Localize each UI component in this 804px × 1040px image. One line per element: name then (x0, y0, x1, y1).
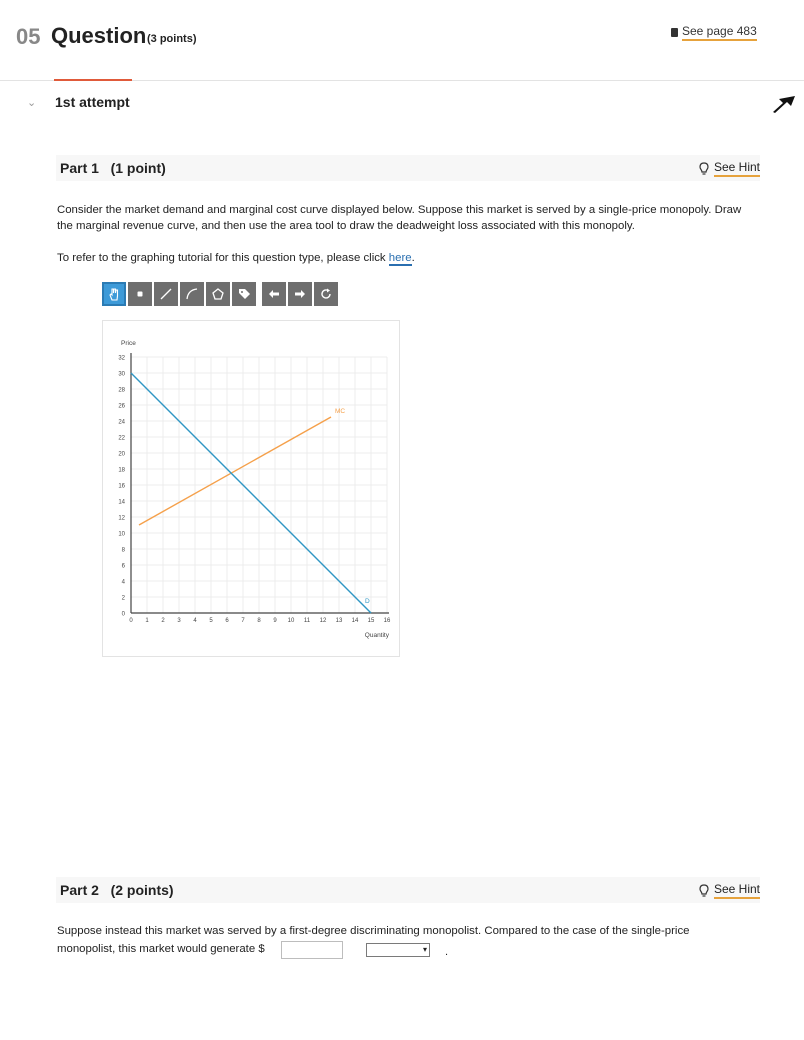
y-tick-label: 12 (118, 515, 125, 522)
y-tick-label: 14 (118, 499, 125, 506)
question-points: (3 points) (147, 33, 197, 45)
sentence-period: . (445, 946, 449, 958)
hand-tool-icon (107, 287, 121, 301)
part2-title: Part 2 (2 points) (60, 882, 174, 898)
part1-bar (56, 155, 760, 181)
attempt-label[interactable]: 1st attempt (55, 94, 130, 110)
y-tick-label: 4 (121, 579, 125, 586)
point-tool-icon (133, 287, 147, 301)
line-tool-button[interactable] (154, 282, 178, 306)
y-tick-label: 20 (118, 451, 125, 458)
x-tick-label: 1 (145, 618, 149, 624)
lightbulb-icon (699, 884, 709, 897)
y-tick-label: 10 (118, 531, 125, 538)
label-tool-icon (237, 287, 251, 301)
x-tick-label: 4 (193, 618, 197, 624)
part2-text-line1: Suppose instead this market was served by a first-degree discriminating monopolist. Compared to the case of the single-price (57, 925, 690, 937)
redo-button[interactable] (288, 282, 312, 306)
x-tick-label: 0 (129, 618, 133, 624)
y-tick-label: 6 (121, 563, 125, 570)
undo-icon (267, 287, 281, 301)
polygon-tool-icon (211, 287, 225, 301)
point-tool-button[interactable] (128, 282, 152, 306)
x-tick-label: 11 (303, 618, 311, 624)
chevron-down-icon: ▾ (422, 945, 427, 954)
question-label: Question (51, 23, 147, 48)
y-tick-label: 32 (118, 355, 125, 362)
x-tick-label: 9 (273, 618, 277, 624)
hand-tool-button[interactable] (102, 282, 126, 306)
y-tick-label: 26 (118, 403, 125, 410)
y-tick-label: 2 (121, 595, 125, 602)
part2-text-line2: monopolist, this market would generate $ (57, 943, 265, 955)
y-axis-label: Price (121, 340, 136, 347)
x-tick-label: 15 (367, 618, 375, 624)
series-label-mc: MC (335, 408, 346, 415)
tutorial-suffix: . (411, 252, 415, 264)
part2-hint-link[interactable] (699, 882, 760, 899)
x-tick-label: 5 (209, 618, 213, 624)
graph-toolbar (102, 282, 338, 306)
y-tick-label: 8 (121, 547, 125, 554)
label-tool-button[interactable] (232, 282, 256, 306)
redo-icon (293, 287, 307, 301)
part1-hint-text[interactable]: See Hint (714, 160, 760, 177)
polygon-tool-button[interactable] (206, 282, 230, 306)
y-tick-label: 24 (118, 419, 125, 426)
y-tick-label: 28 (118, 387, 125, 394)
y-tick-label: 0 (121, 611, 125, 618)
line-tool-icon (159, 287, 173, 301)
see-page-link[interactable] (671, 24, 757, 41)
book-icon (671, 28, 678, 37)
reset-button[interactable] (314, 282, 338, 306)
comparison-select[interactable] (366, 943, 430, 957)
curve-tool-button[interactable] (180, 282, 204, 306)
undo-button[interactable] (262, 282, 286, 306)
dollar-amount-input[interactable] (281, 941, 343, 959)
tutorial-prefix: To refer to the graphing tutorial for this question type, please click (57, 252, 389, 264)
active-tab-indicator (54, 79, 132, 81)
reset-icon (319, 287, 333, 301)
x-tick-label: 7 (241, 618, 245, 624)
lightbulb-icon (699, 162, 709, 175)
y-tick-label: 30 (118, 371, 125, 378)
y-tick-label: 16 (118, 483, 125, 490)
question-number: 05 (16, 24, 41, 49)
x-tick-label: 13 (335, 618, 343, 624)
part1-tutorial-text (57, 250, 757, 266)
graph-area[interactable] (102, 320, 400, 657)
chevron-down-icon[interactable]: ⌄ (27, 97, 37, 109)
part1-instructions: Consider the market demand and marginal cost curve displayed below. Suppose this market is served by a single-price monopoly. Draw the marginal revenue curve, and then use the area tool to draw the deadweight loss associated with this monopoly. (57, 204, 742, 232)
part2-hint-text[interactable]: See Hint (714, 882, 760, 899)
x-tick-label: 10 (287, 618, 295, 624)
curve-tool-icon (185, 287, 199, 301)
x-tick-label: 6 (225, 618, 229, 624)
x-axis-label: Quantity (364, 632, 389, 639)
tutorial-link[interactable]: here (388, 252, 412, 264)
series-label-d: D (365, 598, 370, 605)
see-page-text[interactable]: See page 483 (682, 24, 757, 41)
x-tick-label: 2 (161, 618, 165, 624)
part2-bar (56, 877, 760, 903)
question-header (0, 0, 804, 81)
x-tick-label: 3 (177, 618, 181, 624)
pin-icon[interactable] (771, 94, 797, 114)
y-tick-label: 22 (118, 435, 125, 442)
y-tick-label: 18 (118, 467, 125, 474)
chart-svg[interactable] (103, 321, 399, 656)
x-tick-label: 14 (351, 618, 359, 624)
x-tick-label: 12 (319, 618, 327, 624)
x-tick-label: 8 (257, 618, 261, 624)
part1-hint-link[interactable] (699, 160, 760, 177)
x-tick-label: 16 (383, 618, 391, 624)
part1-title: Part 1 (1 point) (60, 160, 166, 176)
series-line-mc (139, 417, 331, 525)
